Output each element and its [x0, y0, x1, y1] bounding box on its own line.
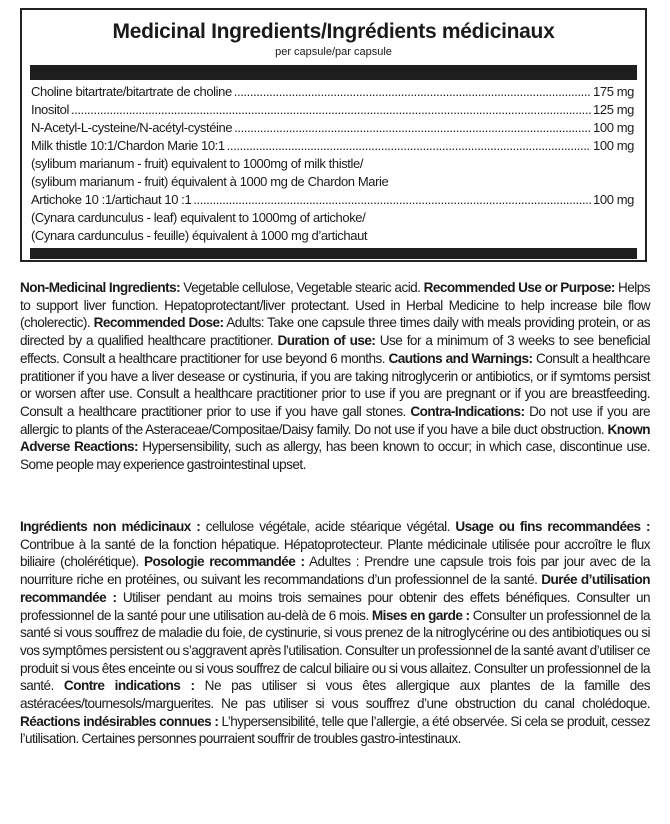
heading-non-medicinal-fr: Ingrédients non médicinaux : — [20, 519, 201, 534]
text-duration-fr: Utiliser pendant au moins trois semaines pour obtenir des effets bénéfiques. Consulter un professionnel de la santé pour une utilisation au-delà de 6 mois. — [20, 589, 650, 623]
heading-contra-indications-fr: Contre indications : — [63, 678, 195, 694]
ingredient-amount: 100 mg — [593, 138, 634, 153]
text-cautions-fr: Consulter un professionnel de la santé si vous souffrez de maladie du foie, de cystinurie, si vous prenez de la nitroglycérine ou des antibiotiques ou si vos symptômes persistent ou s’aggravent après l’utilisation. Consulter un professionnel de la santé avant d’utiliser ce produit si vous êtes enceinte ou si vous souffrez de calcul biliaire ou si vous allaitez. Consulter un professionnel de la santé. — [20, 607, 651, 694]
top-divider-bar — [30, 65, 637, 80]
ingredient-name: Artichoke 10 :1/artichaut 10 :1 — [31, 192, 192, 207]
heading-recommended-dose-fr: Posologie recommandée : — [143, 554, 305, 570]
text-recommended-use: Helps to support liver function. Hepatoprotectant/liver protectant. Used in Herbal Medicine to help increase bile flow (cholerectic). — [20, 280, 650, 331]
text-contra-indications: Do not use if you are allergic to plants of the Asteraceae/Compositae/Daisy family. Do not use if you have a bile duct obstruction. — [20, 403, 650, 437]
heading-contra-indications: Contra-Indications: — [410, 403, 525, 419]
text-recommended-dose: Adults: Take one capsule three times daily with meals providing protein, or as directed by a qualified healthcare practitioner. — [20, 315, 650, 349]
text-duration: Use for a minimum of 3 weeks to see beneficial effects. Consult a healthcare practitioner for use beyond 6 months. — [20, 333, 651, 366]
ingredient-amount: 175 mg — [593, 84, 634, 99]
dot-leader — [193, 191, 591, 209]
ingredient-amount: 125 mg — [593, 102, 634, 117]
heading-cautions: Cautions and Warnings: — [388, 350, 533, 366]
dot-leader — [71, 101, 591, 119]
text-recommended-dose-fr: Adultes : Prendre une capsule trois fois par jour avec de la nourriture riche en protéines, ou suivant les recommandations d’un professionnel de la santé. — [20, 554, 650, 588]
ingredient-name: Choline bitartrate/bitartrate de choline — [31, 84, 232, 99]
heading-recommended-use-fr: Usage ou fins recommandées : — [455, 519, 650, 534]
text-cautions: Consult a healthcare pratitioner if you have a liver desease or cystinuria, if you are taking nitroglycerin or antibiotics, or if symtoms persist or worsen after use. Consult a healthcare practitioner prior to use if you are pregnant or if you are breastfeeding. Consult a healthcare practitioner prior to use if you have gall stones. — [20, 350, 650, 419]
heading-cautions-fr: Mises en garde : — [371, 607, 470, 623]
ingredient-row — [31, 101, 634, 119]
text-adverse-reactions-fr: L’hypersensibilité, telle que l’allergie, a été observée. Si cela se produit, cessez l’utilisation. Certaines personnes pourraient souffrir de troubles gastro-intestinaux. — [20, 713, 650, 747]
heading-recommended-use: Recommended Use or Purpose: — [423, 280, 615, 295]
ingredient-row — [31, 83, 634, 101]
heading-non-medicinal: Non-Medicinal Ingredients: — [20, 280, 181, 295]
panel-title: Medicinal Ingredients/Ingrédients médicinaux — [112, 20, 555, 43]
heading-adverse-reactions: Known Adverse Reactions: — [20, 421, 650, 455]
heading-duration: Duration of use: — [277, 333, 376, 349]
ingredient-row — [31, 137, 634, 155]
english-label-text — [20, 279, 650, 474]
ingredient-note: (sylibum marianum - fruit) equivalent to 1000mg of milk thistle/ — [31, 156, 364, 171]
panel-subtitle: per capsule/par capsule — [275, 46, 392, 58]
ingredient-row — [31, 191, 634, 209]
ingredient-name: N-Acetyl-L-cysteine/N-acétyl-cystéine — [31, 120, 233, 135]
ingredient-list — [31, 83, 634, 245]
dot-leader — [227, 137, 591, 155]
medicinal-ingredients-panel — [20, 8, 647, 262]
text-non-medicinal: Vegetable cellulose, Vegetable stearic acid. — [180, 280, 424, 295]
ingredient-name: Inositol — [31, 102, 69, 117]
text-non-medicinal-fr: cellulose végétale, acide stéarique végétal. — [200, 519, 456, 534]
heading-recommended-dose: Recommended Dose: — [93, 315, 224, 331]
ingredient-row — [31, 119, 634, 137]
dot-leader — [234, 119, 591, 137]
text-adverse-reactions: Hypersensibility, such as allergy, has been known to occur; in which case, discontinue use. Some people may experience gastrointestinal upset. — [20, 439, 650, 473]
ingredient-note: (Cynara cardunculus - feuille) équivalent à 1000 mg d’artichaut — [31, 228, 368, 243]
ingredient-amount: 100 mg — [593, 120, 634, 135]
text-contra-indications-fr: Ne pas utiliser si vous êtes allergique aux plantes de la famille des astéracées/tournesols/marguerites. Ne pas utiliser si vous souffrez d’une obstruction du canal cholédoque. — [20, 678, 650, 712]
french-label-text — [20, 518, 650, 748]
ingredient-name: Milk thistle 10:1/Chardon Marie 10:1 — [31, 138, 225, 153]
dot-leader — [234, 83, 591, 101]
ingredient-amount: 100 mg — [593, 192, 634, 207]
ingredient-note: (sylibum marianum - fruit) équivalent à 1000 mg de Chardon Marie — [31, 174, 389, 189]
heading-adverse-reactions-fr: Réactions indésirables connues : — [20, 713, 219, 729]
heading-duration-fr: Durée d’utilisation recommandée : — [20, 572, 650, 605]
text-recommended-use-fr: Contribue à la santé de la fonction hépatique. Hépatoprotecteur. Plante médicinale utilisée pour accroître le flux biliaire (cholérétique). — [20, 536, 650, 570]
ingredient-note: (Cynara cardunculus - leaf) equivalent to 1000mg of artichoke/ — [31, 210, 366, 225]
bottom-divider-bar — [30, 248, 637, 259]
